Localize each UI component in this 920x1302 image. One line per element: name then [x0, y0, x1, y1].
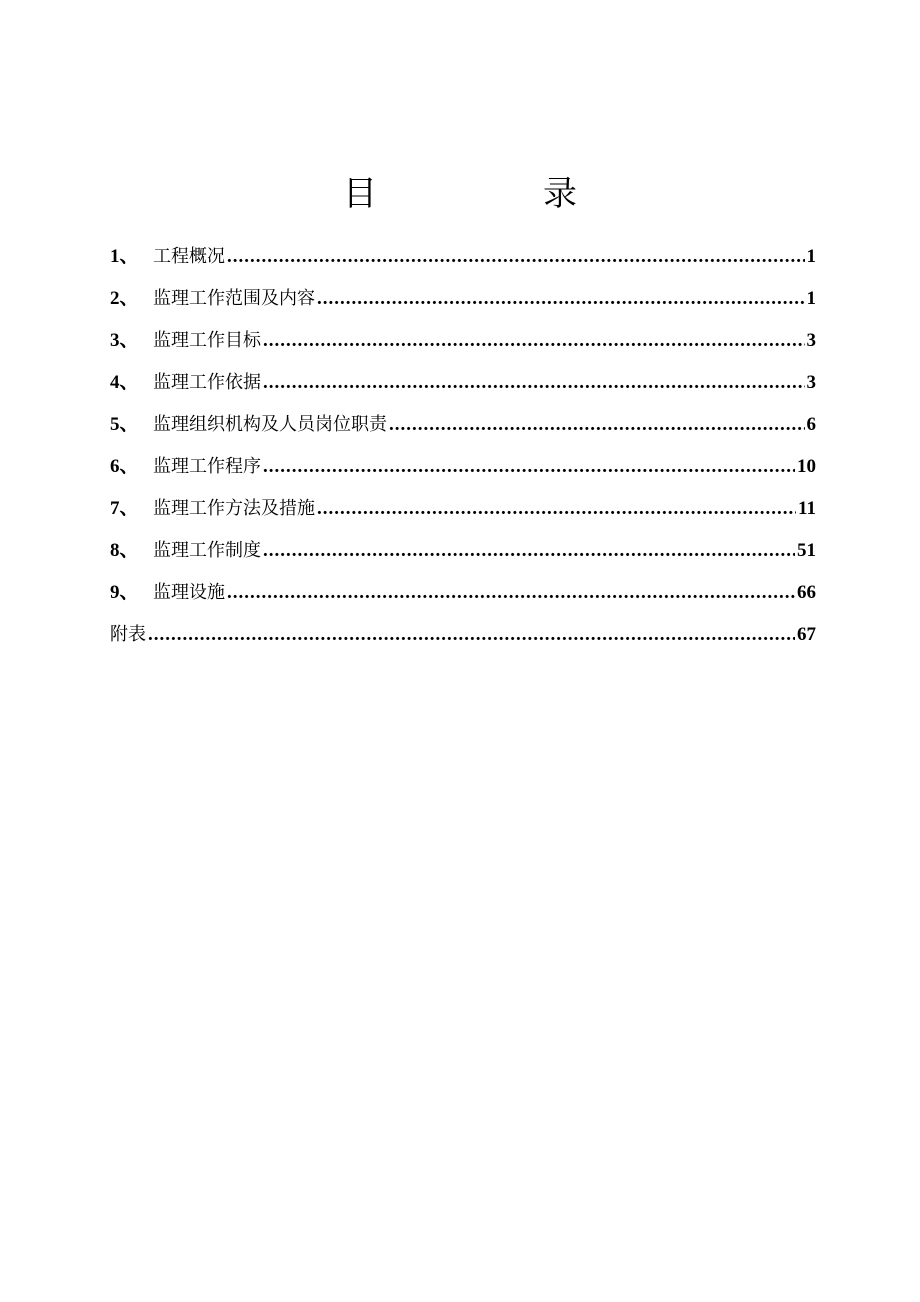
toc-entry-3[interactable]: [110, 320, 816, 362]
toc-entry-4[interactable]: [110, 362, 816, 404]
toc-dot-leader: [317, 278, 805, 320]
toc-entry-number: 9、: [110, 582, 139, 603]
toc-entry-number: 1、: [110, 246, 139, 267]
toc-entry-page: 3: [806, 330, 816, 351]
toc-entry-page: 11: [798, 498, 816, 519]
toc-dot-leader: [263, 530, 795, 572]
toc-entry-page: 1: [806, 288, 816, 309]
toc-entry-page: 1: [806, 246, 816, 267]
toc-entry-1[interactable]: [110, 236, 816, 278]
toc-dot-leader: [227, 236, 805, 278]
toc-entry-6[interactable]: [110, 446, 816, 488]
toc-entry-9[interactable]: [110, 572, 816, 614]
toc-dot-leader: [148, 614, 795, 656]
toc-dot-leader: [263, 362, 805, 404]
toc-entry-text: 监理工作范围及内容: [153, 288, 315, 309]
toc-entry-page: 6: [806, 414, 816, 435]
toc-title: 目 录: [343, 174, 643, 214]
toc-entry-7[interactable]: [110, 488, 816, 530]
toc-dot-leader: [227, 572, 795, 614]
toc-entry-text: 监理设施: [153, 582, 225, 603]
toc-dot-leader: [389, 404, 805, 446]
toc-entry-page: 51: [797, 540, 816, 561]
toc-entry-text: 监理工作程序: [153, 456, 261, 477]
toc-dot-leader: [263, 320, 805, 362]
toc-entry-page: 10: [797, 456, 816, 477]
toc-entry-2[interactable]: [110, 278, 816, 320]
toc-entry-number: 4、: [110, 372, 139, 393]
toc-entry-5[interactable]: [110, 404, 816, 446]
toc-entry-appendix[interactable]: [110, 614, 816, 656]
toc-entry-number: 3、: [110, 330, 139, 351]
toc-dot-leader: [263, 446, 795, 488]
toc-entry-number: 6、: [110, 456, 139, 477]
toc-entry-number: 8、: [110, 540, 139, 561]
toc-list: [110, 236, 816, 656]
toc-entry-page: 3: [806, 372, 816, 393]
toc-entry-text: 监理工作制度: [153, 540, 261, 561]
toc-entry-number: 7、: [110, 498, 139, 519]
toc-entry-page: 66: [797, 582, 816, 603]
toc-dot-leader: [317, 488, 796, 530]
toc-entry-text: 监理组织机构及人员岗位职责: [153, 414, 387, 435]
toc-entry-text: 监理工作方法及措施: [153, 498, 315, 519]
toc-entry-text: 工程概况: [153, 246, 225, 267]
toc-entry-text: 监理工作依据: [153, 372, 261, 393]
toc-entry-text: 附表: [110, 624, 146, 645]
toc-entry-page: 67: [797, 624, 816, 645]
toc-entry-8[interactable]: [110, 530, 816, 572]
toc-entry-text: 监理工作目标: [153, 330, 261, 351]
toc-entry-number: 5、: [110, 414, 139, 435]
toc-entry-number: 2、: [110, 288, 139, 309]
